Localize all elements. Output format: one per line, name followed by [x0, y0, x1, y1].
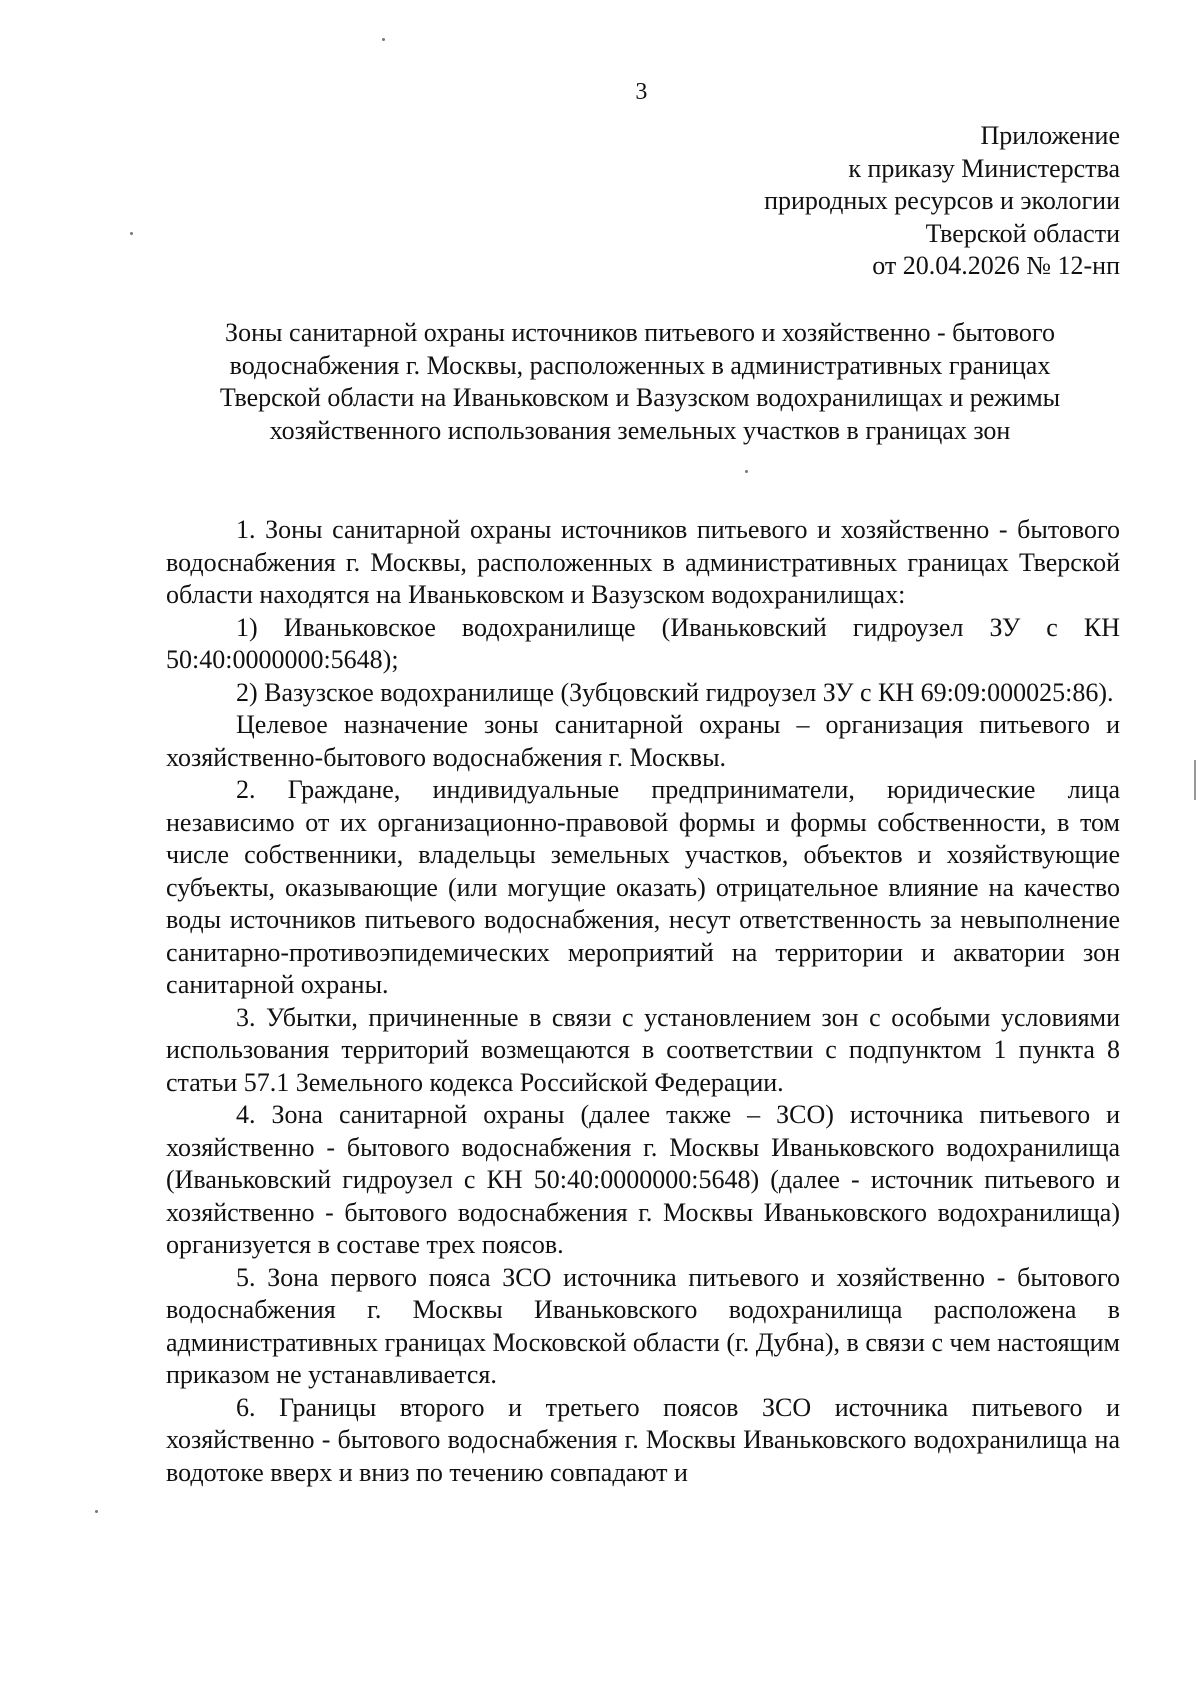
list-item-2: 2) Вазузское водохранилище (Зубцовский гидроузел ЗУ с КН 69:09:000025:86). — [236, 677, 1114, 707]
appendix-header — [520, 120, 1120, 283]
list-item-1: 1) Иваньковское водохранилище (Иваньковский гидроузел ЗУ с КН 50:40:0000000:5648); — [166, 612, 1120, 674]
page-number: 3 — [635, 79, 648, 105]
scan-edge-mark — [1194, 760, 1196, 800]
appendix-date-number: от 20.04.2026 № 12-нп — [872, 251, 1120, 280]
paragraph-2: 2. Граждане, индивидуальные предприниматели, юридические лица независимо от их организационно-правовой формы и формы собственности, в том числе собственники, владельцы земельных участков, объектов и хозяйствующие субъекты, оказывающие (или могущие оказать) отрицательное влияние на качество воды источников питьевого водоснабжения, несут ответственность за невыполнение санитарно-противоэпидемических мероприятий на территории и акватории зон санитарной охраны. — [166, 775, 1120, 999]
scan-speck — [95, 1510, 98, 1513]
paragraph-purpose: Целевое назначение зоны санитарной охраны – организация питьевого и хозяйственно-бытового водоснабжения г. Москвы. — [166, 710, 1120, 772]
appendix-line: к приказу Министерства — [848, 153, 1120, 183]
title-line: водоснабжения г. Москвы, расположенных в административных границах — [229, 350, 1051, 380]
paragraph-4: 4. Зона санитарной охраны (далее также – ЗСО) источника питьевого и хозяйственно - бытового водоснабжения г. Москвы Иваньковского водохранилища (Иваньковский гидроузел с КН 50:40:0000000:5648) (далее - источник питьевого и хозяйственно - бытового водоснабжения г. Москвы Иваньковского водохранилища) организуется в составе трех поясов. — [166, 1100, 1120, 1259]
paragraph-3: 3. Убытки, причиненные в связи с установлением зон с особыми условиями использования территорий возмещаются в соответствии с подпунктом 1 пункта 8 статьи 57.1 Земельного кодекса Российской Федерации. — [166, 1002, 1120, 1097]
paragraph-1: 1. Зоны санитарной охраны источников питьевого и хозяйственно - бытового водоснабжения г. Москвы, расположенных в административных границах Тверской области находятся на Иваньковском и Вазузском водохранилищах: — [166, 515, 1120, 609]
appendix-line: природных ресурсов и экологии — [764, 186, 1120, 215]
scan-speck — [745, 470, 748, 473]
scan-speck — [382, 38, 385, 41]
document-title — [160, 317, 1120, 447]
paragraph-6: 6. Границы второго и третьего поясов ЗСО источника питьевого и хозяйственно - бытового водоснабжения г. Москвы Иваньковского водохранилища на водотоке вверх и вниз по течению совпадают и — [166, 1392, 1120, 1487]
title-line: хозяйственного использования земельных участков в границах зон — [269, 415, 1011, 445]
scan-speck — [130, 232, 133, 235]
appendix-line: Тверской области — [925, 218, 1120, 248]
title-line: Зоны санитарной охраны источников питьевого и хозяйственно - бытового — [225, 318, 1055, 347]
appendix-line: Приложение — [980, 121, 1120, 150]
title-line: Тверской области на Иваньковском и Вазузском водохранилищах и режимы — [219, 383, 1061, 412]
document-body — [166, 514, 1120, 1489]
paragraph-5: 5. Зона первого пояса ЗСО источника питьевого и хозяйственно - бытового водоснабжения г. Москвы Иваньковского водохранилища расположена в административных границах Московской области (г. Дубна), в связи с чем настоящим приказом не устанавливается. — [166, 1262, 1120, 1389]
